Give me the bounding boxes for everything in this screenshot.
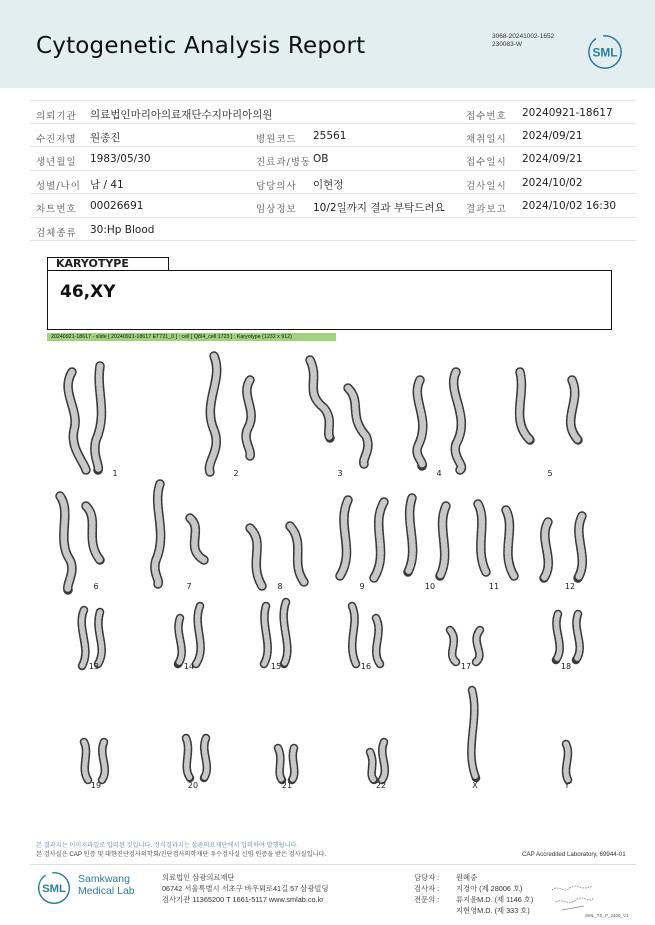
value-receipt-number: 20240921-18617	[522, 107, 613, 119]
chromosome-label: 16	[360, 662, 372, 671]
label-receipt-number: 접수번호	[466, 111, 507, 122]
chromosome-label: 20	[187, 781, 199, 790]
chromosome-group	[60, 356, 582, 780]
karyotype-tab-label: KARYOTYPE	[47, 257, 169, 271]
chromosome-label: 12	[564, 582, 576, 591]
chromosome-label: 1	[112, 469, 118, 478]
signer-role-manager: 담당자 :	[414, 873, 440, 882]
signature-icon	[548, 880, 598, 914]
chromosome-16-bands	[352, 606, 356, 664]
label-receipt-date: 접수일시	[466, 157, 507, 168]
label-patient-name: 수진자명	[36, 133, 77, 145]
value-clinical-info: 10/2일까지 결과 부탁드려요	[313, 202, 445, 214]
chromosome-label: 21	[281, 781, 293, 790]
chromosome-10-bands	[440, 506, 446, 576]
chromosome-label: 7	[186, 582, 192, 591]
chromosome-17-bands	[476, 630, 480, 662]
footer-divider	[30, 864, 636, 865]
signer-role-tester: 검사자 :	[414, 884, 440, 893]
address-line-3: 검사기관 11365200 T 1661-5117 www.smlab.co.kr	[162, 895, 324, 904]
value-specimen-type: 30:Hp Blood	[90, 223, 155, 236]
value-doctor: 이현정	[313, 178, 344, 191]
address-block	[162, 872, 329, 905]
signer-name-tester: 지경아 (제 28006 호)	[456, 884, 523, 893]
report-title: Cytogenetic Analysis Report	[36, 33, 366, 59]
value-requesting-institution: 의료법인마리아의료재단수지마리아의원	[90, 109, 273, 121]
signer-name-specialist-1: 류지윤M.D. (제 1146 호)	[456, 895, 534, 904]
chromosome-label: 6	[93, 582, 99, 591]
label-hospital-code: 병원코드	[256, 133, 297, 145]
chromosome-label: 17	[460, 662, 472, 671]
chromosome-label: 4	[436, 469, 442, 478]
chromosome-label: 3	[337, 469, 343, 478]
chromosome-20-bands	[186, 738, 190, 778]
chromosome-22-bands	[382, 742, 385, 780]
value-hospital-code: 25561	[313, 129, 347, 142]
value-collection-date: 2024/09/21	[522, 129, 583, 142]
value-chart-number: 00026691	[90, 200, 144, 212]
chromosome-10-bands	[408, 498, 413, 572]
chromosome-19-bands	[102, 742, 105, 780]
chromosome-22-bands	[370, 752, 374, 780]
chromosome-label: 2	[233, 469, 239, 478]
chromosome-label: Y	[564, 781, 570, 790]
label-result-report: 결과보고	[466, 204, 507, 215]
chromosome-18-bands	[576, 614, 580, 660]
label-collection-date: 채취일시	[466, 133, 507, 145]
signer-name-specialist-2: 지현영M.D. (제 333 호)	[456, 906, 530, 915]
chromosome-18-bands	[556, 614, 560, 660]
chromosome-label: 10	[424, 582, 436, 591]
label-requesting-institution: 의뢰기관	[36, 111, 77, 122]
chromosome-label: 11	[488, 582, 500, 591]
company-name-line2: Medical Lab	[78, 885, 135, 897]
label-chart-number: 차트번호	[36, 204, 77, 215]
sml-footer-logo-icon	[36, 870, 72, 906]
form-code: SML_TS_P_2400_V1	[585, 913, 629, 918]
chromosome-label: X	[472, 781, 478, 790]
footer-logo-text: SML	[42, 883, 66, 896]
chromosome-Y-bands	[566, 744, 568, 780]
chromosome-label: 22	[375, 781, 387, 790]
chromosome-12-bands	[544, 522, 548, 578]
chromosome-15-bands	[264, 606, 268, 664]
chromosome-label: 19	[90, 781, 102, 790]
note-line-1: 본 결과지는 이미지파일로 입력된 것입니다. 정식결과지는 삼광의료재단에서 입력하여 발행됩니다.	[36, 842, 299, 849]
label-doctor: 담당의사	[256, 180, 297, 192]
chromosome-19-bands	[84, 742, 88, 780]
chromosome-label: 5	[547, 469, 553, 478]
chromosome-label: 14	[183, 662, 195, 671]
value-result-report: 2024/10/02 16:30	[522, 200, 617, 212]
karyotype-value: 46,XY	[60, 282, 116, 302]
cap-accreditation: CAP Accredited Laboratory, 69944-01	[522, 851, 626, 858]
chromosome-21-bands	[278, 748, 282, 780]
company-name	[78, 873, 135, 897]
label-department: 진료과/병동	[256, 157, 312, 168]
value-sex-age: 남 / 41	[90, 178, 124, 191]
chromosome-label: 18	[560, 662, 572, 671]
chromosome-21-bands	[292, 748, 294, 780]
value-patient-name: 원종진	[90, 131, 121, 144]
logo-text: SML	[592, 45, 618, 60]
report-code-line1: 3068-20241002-1652	[492, 33, 555, 40]
signers-block	[414, 872, 533, 916]
karyogram-image-caption: 20240921-18617 - slide [ 20240921-18617 ET721_0 ] : cell [ Q8/4_cell 1723 ] : Karyotype (1232 x 912)	[47, 333, 336, 341]
chromosome-17-bands	[450, 630, 456, 662]
chromosome-13-bands	[98, 612, 102, 664]
chromosome-label: 13	[88, 662, 100, 671]
label-clinical-info: 임상정보	[256, 204, 297, 215]
value-receipt-date: 2024/09/21	[522, 153, 583, 165]
signer-role-specialist: 전문의 :	[414, 895, 440, 904]
label-sex-age: 성별/나이	[36, 180, 81, 192]
address-line-2: 06742 서울특별시 서초구 바우뫼로41길 57 삼광빌딩	[162, 884, 329, 893]
address-line-1: 의료법인 삼광의료재단	[162, 873, 235, 882]
label-specimen-type: 검체종류	[36, 227, 77, 239]
chromosome-16-bands	[376, 618, 380, 664]
note-line-2: 본 검사실은 CAP 인증 및 대한진단검사의학회/진단검사의학재단 우수검사실 신임 인증을 받은 검사실입니다.	[36, 851, 327, 858]
label-birth-date: 생년월일	[36, 157, 77, 168]
chromosome-label: 15	[270, 662, 282, 671]
chromosome-12-bands	[578, 516, 582, 578]
value-birth-date: 1983/05/30	[90, 153, 151, 165]
chromosome-label: 8	[277, 582, 283, 591]
chromosome-label: 9	[359, 582, 365, 591]
chromosome-14-bands	[178, 618, 182, 664]
notes	[36, 841, 326, 859]
signer-name-manager: 원혜중	[456, 873, 478, 882]
label-test-date: 검사일시	[466, 180, 507, 192]
value-department: OB	[313, 153, 329, 165]
company-name-line1: Samkwang	[78, 873, 130, 885]
value-test-date: 2024/10/02	[522, 176, 583, 189]
report-code-line2: 230083-W	[492, 41, 522, 48]
chromosome-20-bands	[204, 738, 207, 778]
